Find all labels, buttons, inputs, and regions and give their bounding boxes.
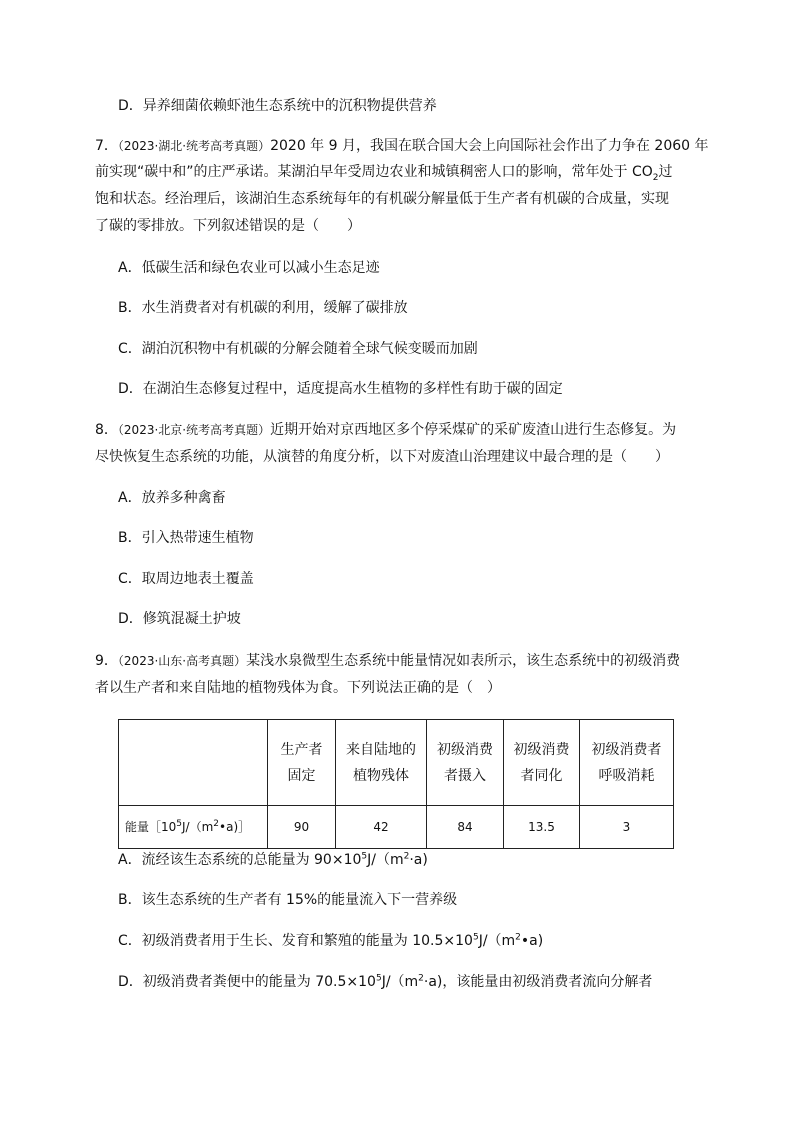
q8-stem-line1 <box>95 420 705 440</box>
q7-option-c: C．湖泊沉积物中有机碳的分解会随着全球气候变暖而加剧 <box>118 341 478 357</box>
table-row <box>119 806 674 849</box>
q9-stem-line2: 者以生产者和来自陆地的植物残体为食。下列说法正确的是（ ） <box>95 680 501 696</box>
q8-option-a: A．放养多种禽畜 <box>118 490 226 506</box>
table-header-cell: 生产者 固定 <box>268 720 336 806</box>
q9-option-b: B．该生态系统的生产者有 15%的能量流入下一营养级 <box>118 892 458 908</box>
q8-source: （2023·北京·统考高考真题） <box>117 423 271 437</box>
q8-stem-line2: 尽快恢复生态系统的功能，从演替的角度分析，以下对废渣山治理建议中最合理的是（ ） <box>95 449 669 465</box>
q7-stem-text: 过 <box>658 164 673 180</box>
q7-option-d: D．在湖泊生态修复过程中，适度提高水生植物的多样性有助于碳的固定 <box>118 381 563 397</box>
table-header-cell: 初级消费 者同化 <box>504 720 580 806</box>
q7-stem-line1 <box>95 136 709 156</box>
q9-number: 9． <box>95 653 118 669</box>
table-cell: 42 <box>336 806 427 849</box>
table-header-cell: 初级消费者 呼吸消耗 <box>580 720 674 806</box>
q9-option-a: A．流经该生态系统的总能量为 $90\times 10^5J/(m^2\cdot a)$ <box>118 851 428 868</box>
table-header-cell: 初级消费 者摄入 <box>427 720 504 806</box>
table-cell: 84 <box>427 806 504 849</box>
q8-option-c: C．取周边地表土覆盖 <box>118 571 254 587</box>
q9-stem-line1 <box>95 651 705 671</box>
q7-stem-text: 2020 年 9 月，我国在联合国大会上向国际社会作出了力争在 2060 年 <box>270 138 709 154</box>
table-header-row <box>119 720 674 806</box>
q8-option-d: D．修筑混凝土护坡 <box>118 611 241 627</box>
table-cell: 90 <box>268 806 336 849</box>
q7-option-a: A．低碳生活和绿色农业可以减小生态足迹 <box>118 260 380 276</box>
q7-source: （2023·湖北·统考高考真题） <box>117 139 271 153</box>
q8-stem-text: 近期开始对京西地区多个停采煤矿的采矿废渣山进行生态修复。为 <box>270 422 677 438</box>
table-corner-cell <box>119 720 268 806</box>
q7-number: 7． <box>95 138 118 154</box>
energy-table <box>118 719 674 849</box>
table-row-label: 能量$[10^5J/(m^2•a)]$ <box>119 806 268 849</box>
q8-number: 8． <box>95 422 118 438</box>
table-cell: 13.5 <box>504 806 580 849</box>
co2-subscript: 2 <box>652 172 659 183</box>
q7-stem-line4: 了碳的零排放。下列叙述错误的是（ ） <box>95 218 361 234</box>
q7-stem-line2 <box>95 162 705 182</box>
q9-source: （2023·山东·高考真题） <box>117 654 247 668</box>
q9-stem-text: 某浅水泉微型生态系统中能量情况如表所示，该生态系统中的初级消费 <box>246 653 681 669</box>
table-cell: 3 <box>580 806 674 849</box>
q9-option-d: D．初级消费者粪便中的能量为 $70.5\times 10^5J/(m^2\cdot a)$，该能量由初级消费者流向分解者 <box>118 973 653 990</box>
q6-option-d: D．异养细菌依赖虾池生态系统中的沉积物提供营养 <box>118 98 437 114</box>
q7-option-b: B．水生消费者对有机碳的利用，缓解了碳排放 <box>118 300 408 316</box>
q9-option-c: C．初级消费者用于生长、发育和繁殖的能量为 $10.5\times 10^5J/(m^2•a)$ <box>118 932 544 949</box>
q7-stem-text: 前实现“碳中和”的庄严承诺。某湖泊早年受周边农业和城镇稠密人口的影响，常年处于 CO <box>95 164 653 180</box>
q8-option-b: B．引入热带速生植物 <box>118 530 254 546</box>
table-header-cell: 来自陆地的 植物残体 <box>336 720 427 806</box>
q7-stem-line3: 饱和状态。经治理后，该湖泊生态系统每年的有机碳分解量低于生产者有机碳的合成量，实现 <box>95 191 669 207</box>
